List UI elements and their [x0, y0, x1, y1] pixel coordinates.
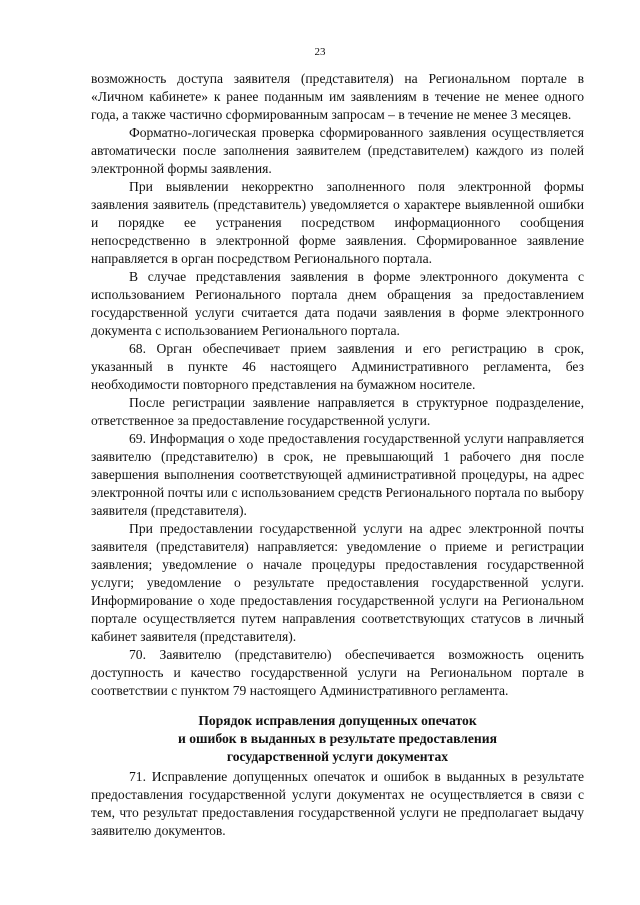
paragraph-after-registration: После регистрации заявление направляется в структурное подразделение, ответственное за предоставление государственной услуги.: [91, 395, 584, 428]
paragraph-continuation: возможность доступа заявителя (представителя) на Региональном портале в «Личном кабинете» к ранее поданным им заявлениям в течение не менее одного года, а также частично сформированным запросам – в течение не менее 3 месяцев.: [91, 71, 584, 122]
document-body: [91, 70, 584, 840]
section-heading-line: государственной услуги документах: [226, 749, 449, 764]
section-heading-line: Порядок исправления допущенных опечаток: [198, 713, 477, 728]
paragraph-format-check: Форматно-логическая проверка сформированного заявления осуществляется автоматически после заполнения заявителем (представителем) каждого из полей электронной формы заявления.: [91, 125, 584, 176]
page-number: 23: [314, 46, 326, 58]
section-heading-line: и ошибок в выданных в результате предоставления: [178, 731, 497, 746]
section-heading: [91, 712, 584, 766]
paragraph-71: 71. Исправление допущенных опечаток и ошибок в выданных в результате предоставления государственной услуги документах не осуществляется в связи с тем, что результат предоставления государственной услуги не предполагает выдачу заявителю документов.: [91, 769, 584, 838]
paragraph-error-notification: При выявлении некорректно заполненного поля электронной формы заявления заявитель (представитель) уведомляется о характере выявленной ошибки и порядке ее устранения посредством информационного сообщения непосредственно в электронной форме заявления. Сформированное заявление направляется в орган посредством Регионального портала.: [91, 179, 584, 266]
paragraph-68: 68. Орган обеспечивает прием заявления и его регистрацию в срок, указанный в пункте 46 настоящего Административного регламента, без необходимости повторного представления на бумажном носителе.: [91, 341, 584, 392]
paragraph-electronic-submission: В случае представления заявления в форме электронного документа с использованием Регионального портала днем обращения за предоставлением государственной услуги считается дата подачи заявления в форме электронного документа с использованием Регионального портала.: [91, 269, 584, 338]
paragraph-70: 70. Заявителю (представителю) обеспечивается возможность оценить доступность и качество государственной услуги на Региональном портале в соответствии с пунктом 79 настоящего Административного регламента.: [91, 647, 584, 698]
paragraph-notifications: При предоставлении государственной услуги на адрес электронной почты заявителя (представителя) направляется: уведомление о приеме и регистрации заявления; уведомление о начале процедуры предоставления государственной услуги; уведомление о результате предоставления государственной услуги. Информирование о ходе предоставления государственной услуги на Региональном портале осуществляется путем направления соответствующих статусов в личный кабинет заявителя (представителя).: [91, 521, 584, 644]
paragraph-69: 69. Информация о ходе предоставления государственной услуги направляется заявителю (представителю) в срок, не превышающий 1 рабочего дня после завершения выполнения соответствующей административной процедуры, на адрес электронной почты или с использованием средств Регионального портала по выбору заявителя (представителя).: [91, 431, 584, 518]
